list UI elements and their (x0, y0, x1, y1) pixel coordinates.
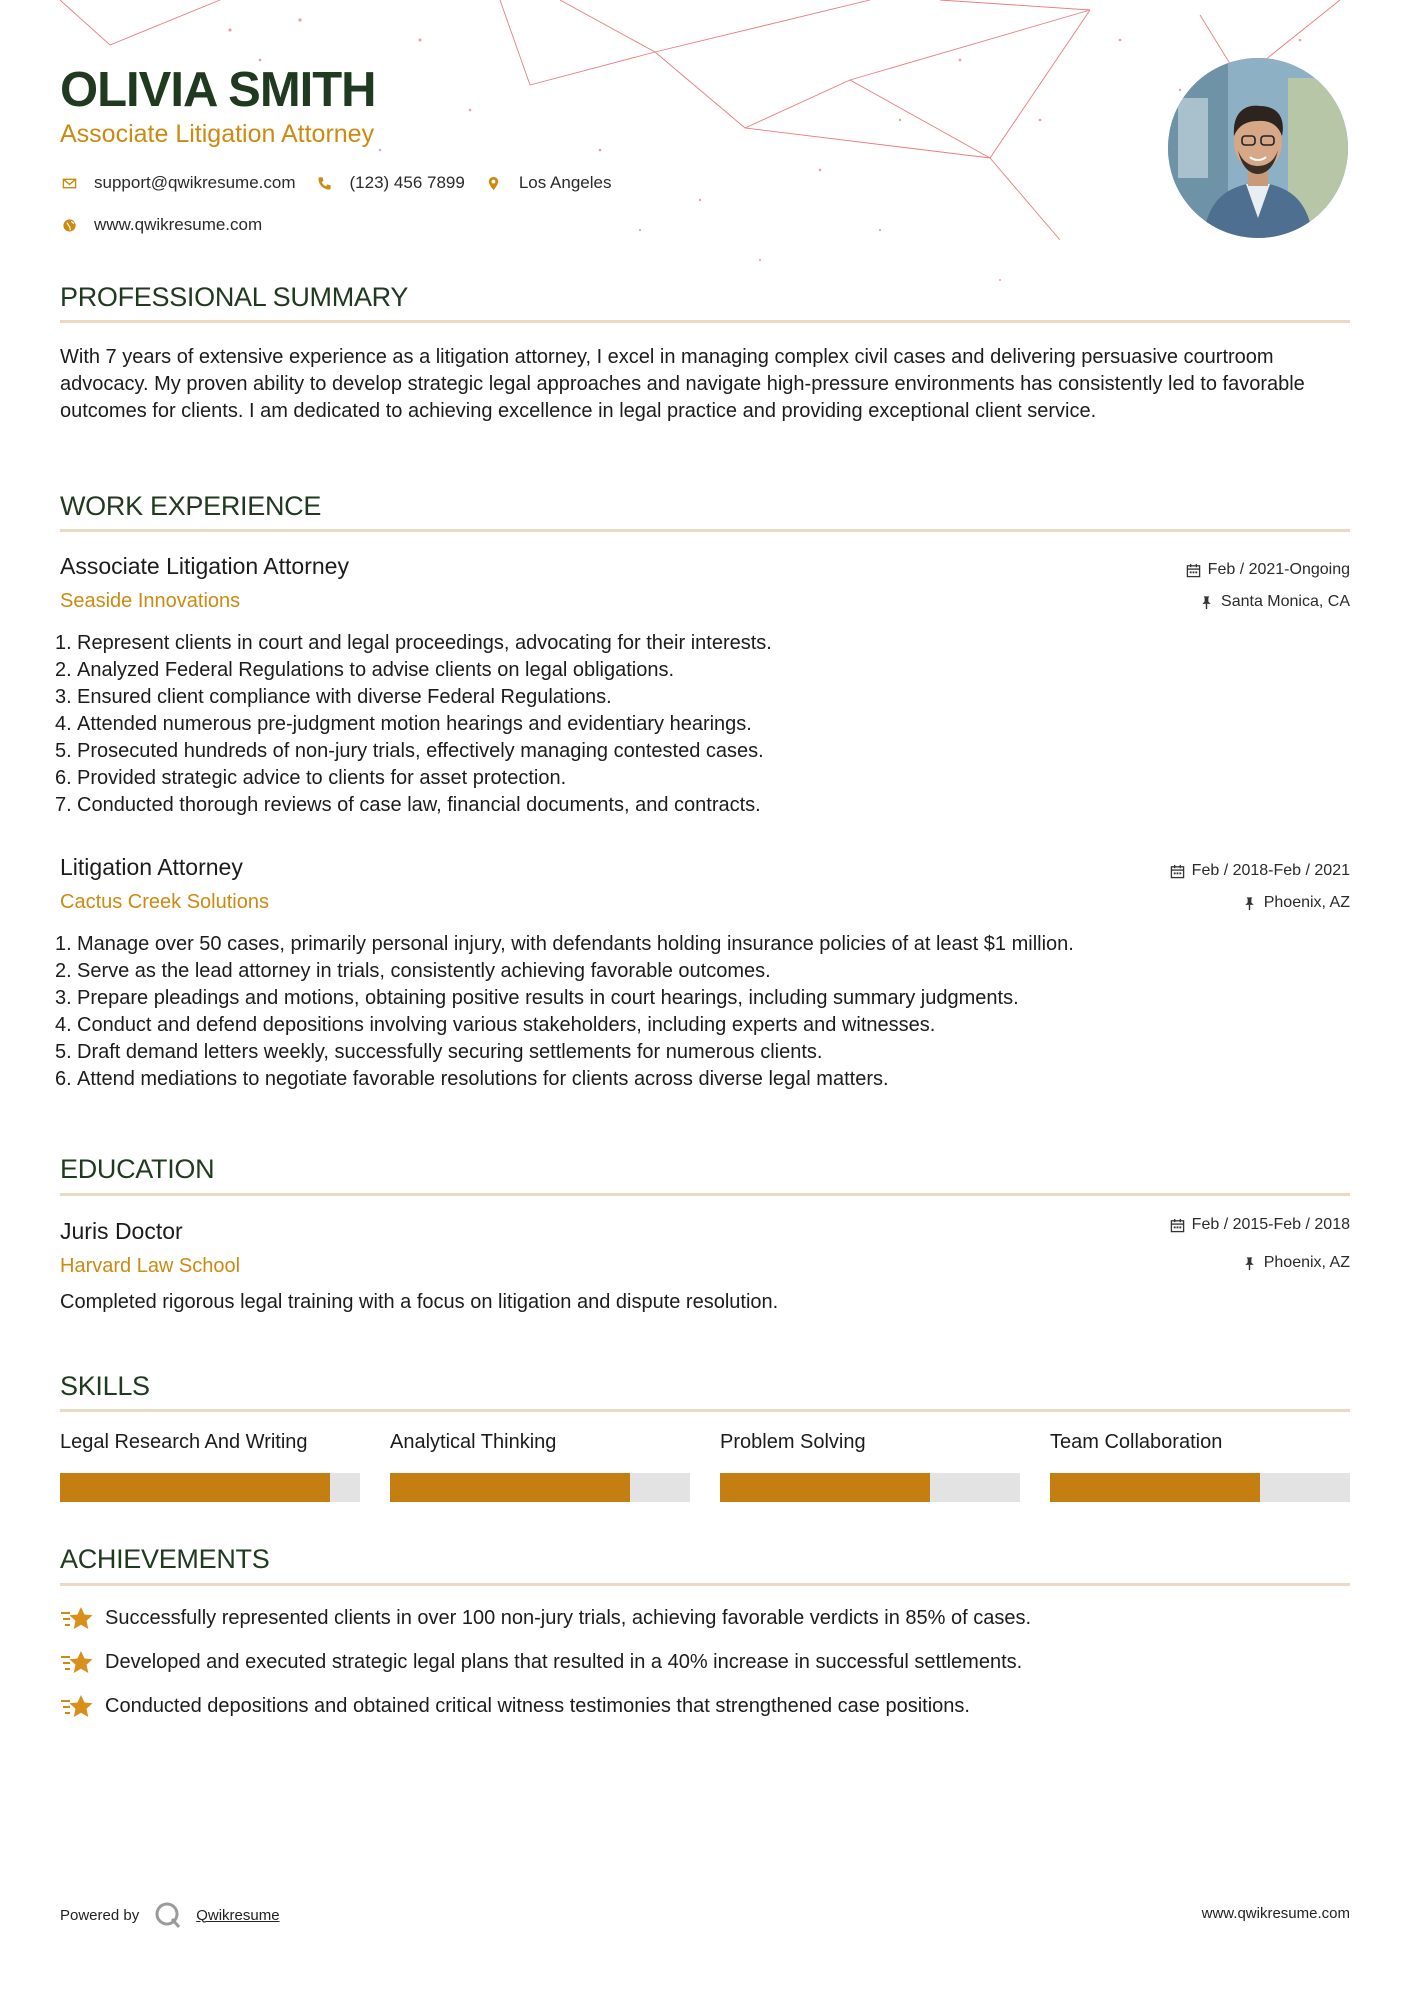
bullet-number: 3. (55, 987, 72, 1009)
skill-item (390, 1431, 690, 1502)
contact-location (485, 173, 612, 193)
section-divider (60, 1193, 1350, 1196)
skill-bar (1050, 1473, 1350, 1502)
section-divider (60, 1409, 1350, 1412)
bullet-item (55, 630, 1345, 657)
job-location (1242, 894, 1350, 912)
bullet-text: Analyzed Federal Regulations to advise clients on legal obligations. (77, 659, 675, 681)
job-title: Litigation Attorney (60, 854, 243, 880)
website-text: www.qwikresume.com (94, 215, 263, 234)
skill-name: Analytical Thinking (390, 1431, 557, 1453)
bullet-text: Conducted thorough reviews of case law, financial documents, and contracts. (77, 794, 761, 816)
skill-bar-fill (60, 1473, 330, 1502)
degree-title: Juris Doctor (60, 1218, 183, 1244)
location-text: Phoenix, AZ (1263, 1254, 1350, 1271)
contact-row (60, 173, 631, 193)
contact-email[interactable] (60, 173, 296, 193)
education-description: Completed rigorous legal training with a focus on litigation and dispute resolution. (60, 1291, 779, 1313)
bullet-item (55, 1039, 1345, 1066)
location-text: Santa Monica, CA (1221, 593, 1350, 610)
pushpin-icon (1199, 595, 1214, 610)
phone-icon (316, 174, 334, 192)
bullet-number: 6. (55, 1068, 72, 1090)
bullet-number: 2. (55, 960, 72, 982)
company-name: Seaside Innovations (60, 590, 241, 612)
bullet-text: Prosecuted hundreds of non-jury trials, effectively managing contested cases. (77, 740, 764, 762)
skill-name: Legal Research And Writing (60, 1431, 308, 1453)
bullet-number: 7. (55, 794, 72, 816)
powered-by-label: Powered by (60, 1906, 140, 1924)
skill-item (1050, 1431, 1350, 1502)
education-location (1242, 1254, 1350, 1272)
map-pin-icon (485, 174, 503, 192)
contact-row-website (60, 215, 282, 235)
star-badge-icon (60, 1692, 94, 1720)
location-text: Los Angeles (518, 173, 612, 192)
bullet-text: Represent clients in court and legal proceedings, advocating for their interests. (77, 632, 772, 654)
footer-website-link[interactable]: www.qwikresume.com (1201, 1905, 1350, 1922)
bullet-number: 1. (55, 632, 72, 654)
bullet-number: 4. (55, 713, 72, 735)
bullet-number: 4. (55, 1014, 72, 1036)
brand-link[interactable]: Qwikresume (196, 1906, 280, 1924)
calendar-icon (1170, 864, 1185, 879)
achievement-text: Conducted depositions and obtained critical witness testimonies that strengthened case positions. (105, 1694, 970, 1717)
job-dates (1186, 561, 1350, 579)
bullet-item (55, 657, 1345, 684)
skill-item (60, 1431, 360, 1502)
bullet-item (55, 1066, 1345, 1093)
bullet-item (55, 765, 1345, 792)
contact-phone[interactable] (316, 173, 465, 193)
company-name: Cactus Creek Solutions (60, 891, 269, 913)
bullet-number: 3. (55, 686, 72, 708)
email-text: support@qwikresume.com (94, 173, 296, 192)
bullet-item (55, 738, 1345, 765)
achievement-text: Developed and executed strategic legal plans that resulted in a 40% increase in successful settlements. (105, 1650, 1023, 1673)
envelope-icon (60, 174, 78, 192)
job-bullets (55, 931, 1345, 1093)
bullet-text: Attend mediations to negotiate favorable resolutions for clients across diverse legal matters. (77, 1068, 889, 1090)
bullet-number: 2. (55, 659, 72, 681)
skills-heading: SKILLS (60, 1371, 150, 1401)
bullet-text: Attended numerous pre-judgment motion hearings and evidentiary hearings. (77, 713, 752, 735)
dates-text: Feb / 2021-Ongoing (1207, 561, 1350, 578)
achievements-heading: ACHIEVEMENTS (60, 1544, 270, 1574)
skill-bar-fill (720, 1473, 930, 1502)
calendar-icon (1170, 1218, 1185, 1233)
skill-name: Problem Solving (720, 1431, 866, 1453)
bullet-text: Manage over 50 cases, primarily personal injury, with defendants holding insurance policies of at least $1 million. (77, 933, 1074, 955)
summary-text: With 7 years of extensive experience as a litigation attorney, I excel in managing complex civil cases and delivering persuasive courtroom advocacy. My proven ability to develop strategic legal approaches and navigate high-pressure environments has consistently led to favorable outcomes for clients. I am dedicated to achieving excellence in legal practice and providing exceptional client service. (60, 346, 1305, 422)
job-location (1199, 593, 1350, 611)
skill-name: Team Collaboration (1050, 1431, 1223, 1453)
bullet-item (55, 684, 1345, 711)
bullet-item (55, 958, 1345, 985)
section-divider (60, 320, 1350, 323)
qwikresume-logo-icon (154, 1901, 182, 1929)
job-title: Associate Litigation Attorney (60, 553, 349, 579)
bullet-text: Draft demand letters weekly, successfully securing settlements for numerous clients. (77, 1041, 823, 1063)
phone-text: (123) 456 7899 (349, 173, 465, 192)
achievement-item (60, 1604, 1031, 1632)
education-heading: EDUCATION (60, 1154, 215, 1184)
skill-bar-fill (1050, 1473, 1260, 1502)
bullet-number: 1. (55, 933, 72, 955)
pushpin-icon (1242, 896, 1257, 911)
skill-bar (60, 1473, 360, 1502)
education-dates (1170, 1216, 1350, 1234)
bullet-text: Ensured client compliance with diverse Federal Regulations. (77, 686, 612, 708)
bullet-item (55, 931, 1345, 958)
bullet-item (55, 985, 1345, 1012)
job-dates (1170, 862, 1350, 880)
bullet-text: Conduct and defend depositions involving various stakeholders, including experts and witnesses. (77, 1014, 936, 1036)
calendar-icon (1186, 563, 1201, 578)
star-badge-icon (60, 1604, 94, 1632)
skill-bar-fill (390, 1473, 630, 1502)
experience-heading: WORK EXPERIENCE (60, 491, 322, 521)
skill-bar (720, 1473, 1020, 1502)
summary-heading: PROFESSIONAL SUMMARY (60, 282, 409, 312)
bullet-text: Prepare pleadings and motions, obtaining positive results in court hearings, including summary judgments. (77, 987, 1019, 1009)
location-text: Phoenix, AZ (1263, 894, 1350, 911)
bullet-item (55, 711, 1345, 738)
skill-bar (390, 1473, 690, 1502)
dates-text: Feb / 2015-Feb / 2018 (1191, 1216, 1350, 1233)
candidate-role: Associate Litigation Attorney (60, 120, 375, 148)
job-bullets (55, 630, 1345, 819)
bullet-text: Provided strategic advice to clients for asset protection. (77, 767, 567, 789)
achievement-text: Successfully represented clients in over 100 non-jury trials, achieving favorable verdicts in 85% of cases. (105, 1606, 1032, 1629)
dates-text: Feb / 2018-Feb / 2021 (1191, 862, 1350, 879)
bullet-item (55, 1012, 1345, 1039)
footer-powered-by (60, 1901, 280, 1929)
section-divider (60, 529, 1350, 532)
bullet-item (55, 792, 1345, 819)
contact-website[interactable] (60, 215, 262, 235)
pushpin-icon (1242, 1256, 1257, 1271)
skill-item (720, 1431, 1020, 1502)
bullet-text: Serve as the lead attorney in trials, consistently achieving favorable outcomes. (77, 960, 771, 982)
school-name: Harvard Law School (60, 1255, 241, 1277)
candidate-name: OLIVIA SMITH (60, 63, 376, 117)
section-divider (60, 1583, 1350, 1586)
globe-icon (60, 216, 78, 234)
profile-photo (1168, 58, 1348, 238)
achievement-item (60, 1692, 970, 1720)
star-badge-icon (60, 1648, 94, 1676)
achievement-item (60, 1648, 1022, 1676)
bullet-number: 6. (55, 767, 72, 789)
bullet-number: 5. (55, 1041, 72, 1063)
bullet-number: 5. (55, 740, 72, 762)
